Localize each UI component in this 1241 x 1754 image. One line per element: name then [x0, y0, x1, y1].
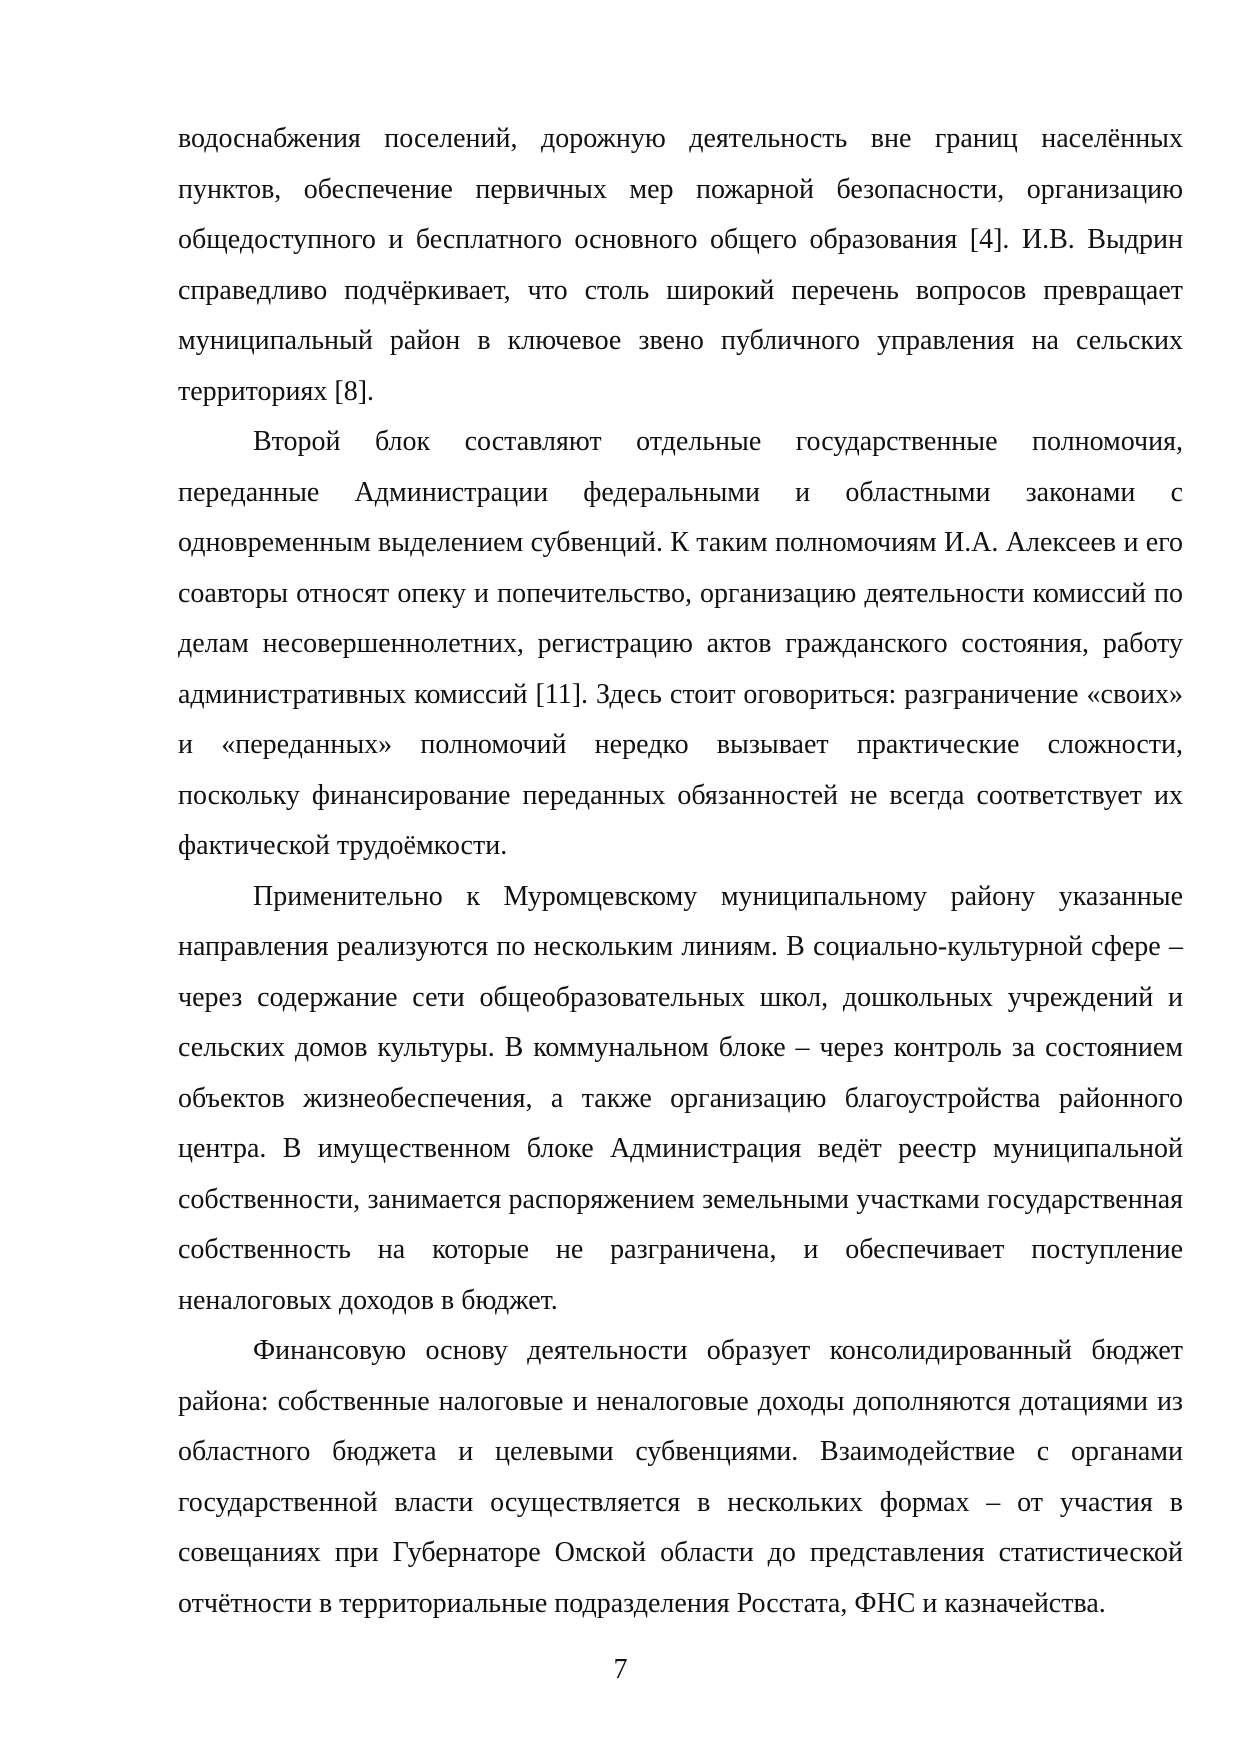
- body-text: [178, 114, 1183, 1629]
- paragraph-1: водоснабжения поселений, дорожную деятельность вне границ населённых пунктов, обеспечение первичных мер пожарной безопасности, организацию общедоступного и бесплатного основного общего образования [4]. И.В. Выдрин справедливо подчёркивает, что столь широкий перечень вопросов превращает муниципальный район в ключевое звено публичного управления на сельских территориях [8].: [178, 123, 1183, 407]
- page-number: 7: [613, 1654, 628, 1685]
- paragraph-3: Применительно к Муромцевскому муниципальному району указанные направления реализуются по нескольким линиям. В социально-культурной сфере – через содержание сети общеобразовательных школ, дошкольных учреждений и сельских домов культуры. В коммунальном блоке – через контроль за состоянием объектов жизнеобеспечения, а также организацию благоустройства районного центра. В имущественном блоке Администрация ведёт реестр муниципальной собственности, занимается распоряжением земельными участками государственная собственность на которые не разграничена, и обеспечивает поступление неналоговых доходов в бюджет.: [178, 880, 1183, 1316]
- paragraph-4: Финансовую основу деятельности образует консолидированный бюджет района: собственные налоговые и неналоговые доходы дополняются дотациями из областного бюджета и целевыми субвенциями. Взаимодействие с органами государственной власти осуществляется в нескольких формах – от участия в совещаниях при Губернаторе Омской области до представления статистической отчётности в территориальные подразделения Росстата, ФНС и казначейства.: [178, 1335, 1183, 1619]
- paragraph-2: Второй блок составляют отдельные государственные полномочия, переданные Администрации федеральными и областными законами с одновременным выделением субвенций. К таким полномочиям И.А. Алексеев и его соавторы относят опеку и попечительство, организацию деятельности комиссий по делам несовершеннолетних, регистрацию актов гражданского состояния, работу административных комиссий [11]. Здесь стоит оговориться: разграничение «своих» и «переданных» полномочий нередко вызывает практические сложности, поскольку финансирование переданных обязанностей не всегда соответствует их фактической трудоёмкости.: [178, 426, 1183, 861]
